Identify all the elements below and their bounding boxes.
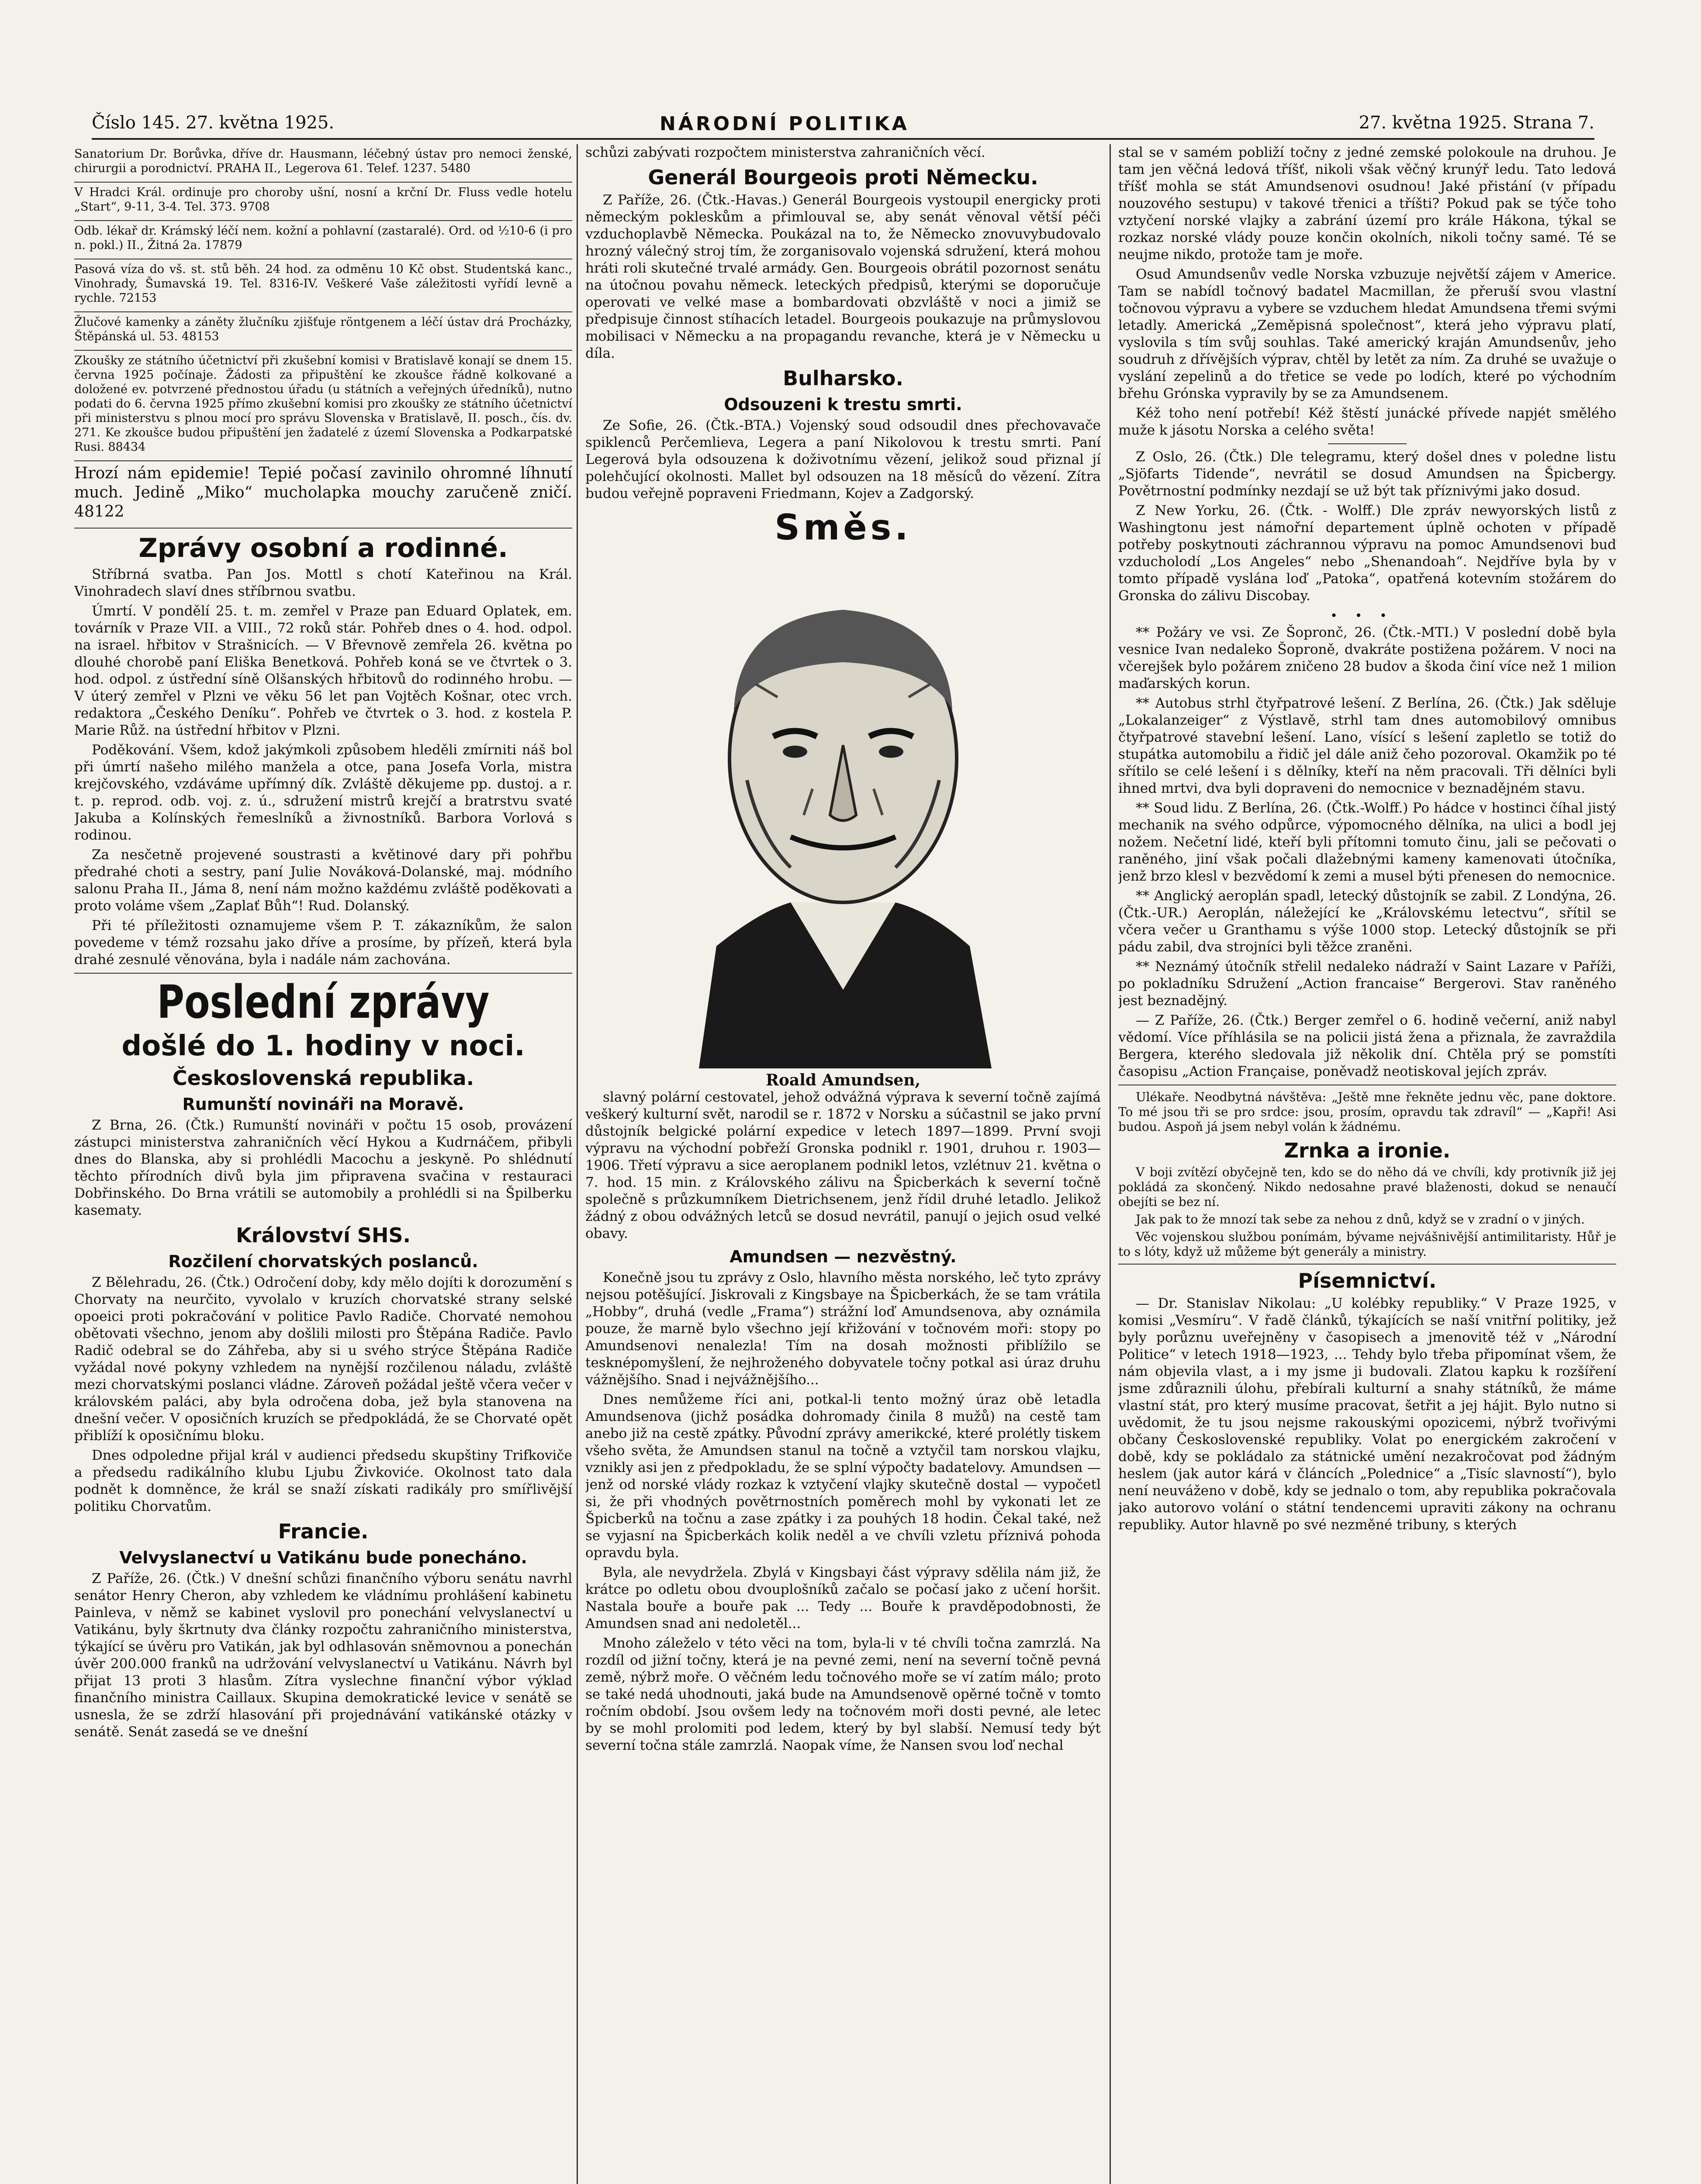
news-item: ** Anglický aeroplán spadl, letecký důstojník se zabil. Z Londýna, 26. (Čtk.-UR.) Aeroplán, náležející ke „Královskému letectvu“, sřítil se včera večer u Granthamu s výše 1000 stop. Letecký důstojník se při pádu zabil, dva strojníci byli těžce zraněni. <box>1118 888 1616 955</box>
article-paragraph: Úmrtí. V pondělí 25. t. m. zemřel v Praze pan Eduard Oplatek, em. továrník v Praze VII. a VIII., 72 roků stár. Pohřeb dnes o 4. hod. odpol. na israel. hřbitov v Strašnicích. — V Břevnově zemřela 26. května po dlouhé chorobě paní Eliška Benetková. Pohřeb koná se ve čtvrtek o 3. hod. odpol. z ústřední síně Olšanských hřbitovů do rodinného hrobu. — V úterý zemřel v Plzni ve věku 56 let pan Vojtěch Košnar, otec vrch. redaktora „Českého Deníku“. Pohřeb ve čtvrtek o 3. hod. z kostela P. Marie Růž. na ústřední hřbitov v Plzni. <box>74 603 572 738</box>
article-paragraph: Z Bělehradu, 26. (Čtk.) Odročení doby, kdy mělo dojíti k dorozumění s Chorvaty na neurčito, vyvolalo v kruzích chorvatské strany selské opoeici proti pokračování v politice Pavlo Radiče. Chorvaté nemohou obětovati všechno, jenom aby došlili milosti pro Štěpána Radiče. Pavlo Radič odebral se do Záhřeba, aby si u svého strýce Štěpána Radiče vyžádal nové pokyny vzhledem na nynější rozčilenou náladu, zvláště mezi chorvatskými poslanci vládne. Zároveň požádal ještě včera večer v královském paláci, aby byla odročena doba, jež byla stanovena na dnešní večer. V oposičních kruzích se předpokládá, že se Chorvaté opět přiblíží k oposičnímu bloku. <box>74 1275 572 1444</box>
joke-text: Ulékaře. Neodbytná návštěva: „Ještě mne řekněte jednu věc, pane doktore. To mé jsou tři se pro srdce: jsou, prosím, opravdu tak zdravíl“ — „Kapři! Asi budou. Aspoň já jsem nebyl volán k žádnému. <box>1118 1090 1616 1134</box>
article-paragraph: Kéž toho není potřebí! Kéž štěstí junácké přívede napjét smělého muže k jásotu Norska a celého světa! <box>1118 405 1616 438</box>
article-paragraph: slavný polární cestovatel, jehož odvážná výprava k severní točně zajímá veškerý kulturní svět, narodil se r. 1872 v Norsku a súčastnil se jako první důstojník belgické polární expedice v letech 1897—1899. První svoji výpravu na východní pobřeží Gronska podnikl r. 1901, druhou r. 1903—1906. Třetí výpravu a sice aeroplanem podnikl letos, vzlétnuv 21. května o 7. hod. 15 min. z Královského zálivu na Špicberkách k severní točně společně s průzkumníkem Dietrichsenem, jenž řídil druhé letadlo. Jelikož žádný z obou odvážných letců se dosud nevrátil, panují o jejich osud velké obavy. <box>585 1089 1101 1241</box>
divider <box>1328 443 1407 444</box>
section-title: Bulharsko. <box>783 366 903 390</box>
advert <box>74 351 572 461</box>
page-header <box>92 113 1594 139</box>
article-headline: Rozčilení chorvatských poslanců. <box>168 1252 478 1271</box>
separator-dots: ••• <box>1330 608 1404 623</box>
article-headline: Amundsen — nezvěstný. <box>729 1247 957 1266</box>
column-1 <box>74 144 572 2184</box>
article-headline: Generál Bourgeois proti Německu. <box>648 166 1038 189</box>
header-rule <box>92 138 1594 140</box>
section-title: Zprávy osobní a rodinné. <box>138 533 508 563</box>
advert <box>74 461 572 529</box>
section-title: Písemnictví. <box>1298 1269 1437 1292</box>
aphorism: V boji zvítězí obyčejně ten, kdo se do něho dá ve chvíli, kdy protivník již jej pokládá za skončený. Nikdo nedosahne pravé blaženosti, dokud se nenaučí obejíti se bez ní. <box>1118 1165 1616 1209</box>
advert-text: V Hradci Král. ordinuje pro choroby ušní, nosní a krční Dr. Fluss vedle hotelu „Start“, 9-11, 3-4. Tel. 373. 9708 <box>74 186 572 214</box>
article-paragraph: schůzi zabývati rozpočtem ministerstva zahraničních věcí. <box>585 145 985 160</box>
advert-text: Sanatorium Dr. Borůvka, dříve dr. Hausmann, léčebný ústav pro nemoci ženské, chirurgii a porodnictví. PRAHA II., Legerova 61. Telef. 1237. 5480 <box>74 147 572 175</box>
advert-text: Hrozí nám epidemie! Tepié počasí zavinilo ohromné líhnutí much. Jedině „Miko“ mucholapka mouchy zaručeně zničí. 48122 <box>74 464 572 521</box>
section-title: Zrnka a ironie. <box>1284 1139 1451 1162</box>
section-title: Směs. <box>774 507 912 548</box>
news-item: ** Soud lidu. Z Berlína, 26. (Čtk.-Wolff.) Po hádce v hostinci číhal jistý mechanik na svého odpůrce, výpomocného dělníka, na ulici a bodl jej nožem. Nečetní lidé, kteří byli přítomni tomuto činu, jali se pečovati o raněného, jiní však počali dlažebnými kameny kamenovati útočníka, jenž brzo klesl v bezvědomí k zemi a musel býti přenesen do nemocnice. <box>1118 800 1616 884</box>
news-item: ** Autobus strhl čtyřpatrové lešení. Z Berlína, 26. (Čtk.) Jak sděluje „Lokalanzeiger“ z Výstlavě, strhl tam dnes automobilový omnibus čtyřpatrové stavební lešení. Lano, vísící s lešení zapletlo se totiž do stupátka automobilu a řidič jel dále aniž čeho pozoroval. Okamžik po té sřítilo se celé lešení i s dělníky, kteří na něm pracovali. Tři dělníci byli ihned mrtvi, dva byli dopraveni do nemocnice v beznadějném stavu. <box>1118 695 1616 796</box>
article-paragraph: Mnoho záleželo v této věci na tom, byla-li v té chvíli točna zamrzlá. Na rozdíl od jižní točny, která je na pevné zemi, není na severní točně pevná země, nýbrž moře. O věčném ledu točnového moře se ví zatím málo; proto se také nedá uhodnouti, jaká bude na Amundsenově opěrné točně v tomto ročním období. Jsou ovšem ledy na točnovém moři dosti pevné, ale letec by se mohl prolomiti pod ledem, který by byl slabší. Nemusí tedy být severní točna stále zamrzlá. Naopak víme, že Nansen svou loď nechal <box>585 1635 1101 1753</box>
article-paragraph: Z Paříže, 26. (Čtk.) V dnešní schůzi finančního výboru senátu navrhl senátor Henry Cheron, aby vzhledem ke vládnímu prohlášení kabinetu Painleva, v němž se kabinet vyslovil pro ponechání velvyslanectví u Vatikánu, byly škrtnuty dva články rozpočtu zahraničního ministerstva, týkající se úvěru pro Vatikán, jak byl odhlasován sněmovnou a ponechán úvěr 200.000 franků na udržování velvyslanectví u Vatikánu. Návrh byl přijat 13 proti 3 hlasům. Zítra vyslechne finanční výbor výklad finančního ministra Caillaux. Skupina demokratické levice v senátě se usnesla, že se zdrží hlasování při projednávání vatikánské otázky v senátě. Senát zasedá se ve dnešní <box>74 1571 572 1740</box>
article-paragraph: Za nesčetně projevené soustrasti a květinové dary při pohřbu předrahé choti a sestry, paní Julie Nováková-Dolanské, maj. módního salonu Praha II., Jáma 8, není nám možno každému zvláště poděkovati a proto voláme všem „Zaplať Bůh“! Rud. Dolanský. <box>74 847 572 914</box>
advert <box>74 312 572 351</box>
advert-text: Odb. lékař dr. Krámský léčí nem. kožní a pohlavní (zastaralé). Ord. od ½10-6 (i pro n. pokl.) II., Žitná 2a. 17879 <box>74 224 572 252</box>
news-item: ** Neznámý útočník střelil nedaleko nádraží v Saint Lazare v Paříži, po pokladníku Sdružení „Action francaise“ Bergerovi. Stav raněného jest beznadějný. <box>1118 959 1616 1009</box>
section-title: Československá republika. <box>172 1066 474 1090</box>
aphorism: Věc vojenskou službou ponímám, bývame nejvášnivější antimilitaristy. Hůř je to s lóty, když už můžeme být generály a ministry. <box>1118 1230 1616 1259</box>
advert <box>74 259 572 312</box>
article-paragraph: Z Oslo, 26. (Čtk.) Dle telegramu, který došel dnes v poledne listu „Sjöfarts Tidende“, nevrátil se dosud Amundsen na Špicbergy. Povětrnostní podmínky nezdají se už být tak příznivými jako dosud. <box>1118 449 1616 499</box>
amundsen-portrait <box>647 553 1040 1068</box>
advert-text: Pasová víza do vš. st. stů běh. 24 hod. za odměnu 10 Kč obst. Studentská kanc., Vinohrady, Šumavská 19. Tel. 8316-IV. Veškeré Vaše záležitosti vyřídí levně a rychle. 72153 <box>74 263 572 305</box>
column-2 <box>585 144 1101 2184</box>
divider <box>1118 1264 1616 1265</box>
article-paragraph: Dnes nemůžeme říci ani, potkal-li tento možný úraz obě letadla Amundsenova (jichž posádka dohromady činila 8 mužů) na cestě tam anebo již na cestě zpátky. Původní zprávy amerikcké, které prolétly tiskem všeho světa, že Amundsen stanul na točně a vztyčil tam norskou vlajku, vznikly asi jen z předpokladu, že se splní výpočty badatelovy. Amundsen — jenž od norské vlády rozkaz k vztyčení vlajky skutečně dostal — vypočetl si, že při vhodných povětrnostních poměrech mohl by vykonati let ze Špicberků na točnu a zase zpátky i za pouhých 18 hodin. Čekal také, než se vyjasní na Špicberkách kolik neděl a ve chvíli vzletu příznivá pohoda opravdu byla. <box>585 1392 1101 1561</box>
advert-text: Žlučové kamenky a záněty žlučníku zjišťuje röntgenem a léčí ústav drá Procházky, Štěpánská ul. 53. 48153 <box>74 315 572 343</box>
article-paragraph: Poděkování. Všem, kdož jakýmkoli způsobem hleděli zmírniti náš bol při úmrtí našeho milého manžela a otce, pana Josefa Vorla, mistra krejčovského, vzdáváme upřímný dík. Zvláště děkujeme pp. dustoj. a r. t. p. reprod. odb. voj. z. ú., sdružení mistrů krejčí a bratrstvu svaté Jakuba a Kolínských řemeslníků a živnostníků. Barbora Vorlová s rodinou. <box>74 742 572 843</box>
article-paragraph: — Dr. Stanislav Nikolau: „U kolébky republiky.“ V Praze 1925, v komisi „Vesmíru“. V řadě článků, týkajících se naší vnitřní politiky, jež byly porůznu uveřejněny v časopisech a jmenovitě též v „Národní Politice“ v letech 1918—1923, ... Tehdy bylo třeba připomínat všem, že nám objevila vlast, a i my jsme ji budovali. Zlatou kapku k rozšíření jsme zdůraznili úlohu, přebírali kulturní a snahy státníků, že máme vlastní stát, pro který musíme pracovat, šetřit a jej hájit. Bylo nutno si uvědomit, že tu jsou nejsme rakouskými opozicemi, nýbrž tvořivými občany Československé republiky. Volat po energickém zakročení v době, kdy se pokládalo za státnické umění nezakročovat pod žádným heslem (jak autor kárá v článcích „Polednice“ a „Tisíc slavností“), bylo není neuváženo v době, kdy se jednalo o tom, aby republika pokračovala jako autorovo volání o státní tendencemi upraviti zákony na ochranu republiky. Autor hlavně po své nezměné tribuny, s kterých <box>1118 1296 1616 1533</box>
section-title: Království SHS. <box>235 1223 411 1247</box>
article-paragraph: Stříbrná svatba. Pan Jos. Mottl s chotí Kateřinou na Král. Vinohradech slaví dnes stříbrnou svatbu. <box>74 567 572 599</box>
article-paragraph: stal se v samém pobliží točny z jedné zemské polokoule na druhou. Je tam jen věčná ledová tříšť, nikoli však věčný krunýř ledu. Tato ledová tříšť mohla se stát Amundsenovi osudnou! Jaké přistání (v případu nouzového sestupu) v takové třenici a tříšti? Pokud pak se týče toho vztyčení norské vlajky a zabrání území pro krále Hákona, týkal se rozkaz norské vlády pouze končin okolních, nikoli točny samé. Té se neujme nikdo, protože tam je moře. <box>1118 145 1616 263</box>
portrait-caption: Roald Amundsen, <box>765 1071 921 1089</box>
column-divider <box>1110 144 1111 2184</box>
column-3 <box>1118 144 1616 2184</box>
article-paragraph: Osud Amundsenův vedle Norska vzbuzuje největší zájem v Americe. Tam se nabídl točnový badatel Macmillan, že přeruší svou vlastní točnovou výpravu a vybere se vzduchem hledat Amundsena třemi svými letadly. Americká „Zeměpisná společnost“, která jeho výpravu platí, vyslovila s tím svůj souhlas. Také americký kraján Amundsenův, jeho soudruh z dřívějších výprav, chtěl by letět za ním. Za druhé se uvažuje o vyslání zepelinů a do třetice se vede po lodích, které po východním břehu Grónska vypravily by se za Amundsenem. <box>1118 266 1616 401</box>
advert <box>74 183 572 221</box>
masthead: NÁRODNÍ POLITIKA <box>660 113 909 135</box>
article-paragraph: Při té příležitosti oznamujeme všem P. T. zákazníkům, že salon povedeme v témž rozsahu jako dříve a prosíme, by přízeň, která byla drahé zesnulé věnována, byla i nadále nám zachována. <box>74 918 572 968</box>
column-divider <box>577 144 578 2184</box>
article-paragraph: Z New Yorku, 26. (Čtk. - Wolff.) Dle zpráv newyorských listů z Washingtonu jest námořní departement úplně ochoten v případě potřeby poskytnouti záchrannou výpravu na pomoc Amundsenovi buď vzducholodí „Los Angeles“ nebo „Shenandoah“. Nejdříve byla by v tomto případě vyslána loď „Patoka“, opatřená kotevním stožárem do Gronska do zálivu Discobay. <box>1118 503 1616 604</box>
date-and-page: 27. května 1925. Strana 7. <box>1359 113 1594 133</box>
news-item: — Z Paříže, 26. (Čtk.) Berger zemřel o 6. hodině večerní, aniž nabyl vědomí. Více příhlásila se na policii jistá žena a přiznala, že zavraždila Bergera, kterého sledovala již několik dní. Chtěla prý se pomstíti časopisu „Action Française, poněvadž neotiskoval jejích zpráv. <box>1118 1013 1616 1079</box>
advert-text: Zkoušky ze státního účetnictví při zkušební komisi v Bratislavě konají se dnem 15. června 1925 počínaje. Žádosti za připuštění ke zkoušce řádně kolkované a doložené ev. potvrzené přednostou úřadu (u státních a veřejných úředníků), nutno podati do 6. června 1925 přímo zkušební komisi pro zkoušky ze státního účetnictví při ministerstvu s plnou mocí pro správu Slovenska v Bratislavě, II. posch., čís. dv. 271. Ke zkoušce budou připuštění jen žadatelé z území Slovenska a Podkarpatské Rusi. 88434 <box>74 354 572 454</box>
article-headline: Rumunští novináři na Moravě. <box>182 1095 464 1114</box>
article-paragraph: Z Paříže, 26. (Čtk.-Havas.) Generál Bourgeois vystoupil energicky proti německým pokleskům a přimlouval se, aby senát věnoval větší péči vzduchoplavbě Německa. Poukázal na to, že Německo znovuvybudovalo hrozný válečný stroj tím, že zorganisovalo vojenská sdružení, která mohou hráti roli skutečné trvalé armády. Gen. Bourgeois obrátil pozornost senátu na útočnou povahu německ. leteckých předpisů, kterými se doporučuje operovati ve velké mase a bombardovati obzvláště v noci a jimiž se předpisuje činnost stíhacích letadel. Bourgeois poukazuje na průmyslovou mobilisaci v Německu a na propagandu revanche, která je v Německu u díla. <box>585 192 1101 361</box>
article-paragraph: Z Brna, 26. (Čtk.) Rumunští novináři v počtu 15 osob, provázení zástupci ministerstva zahraničních věcí Hykou a Kudrnáčem, přibyli dnes do Blanska, aby si prohlédli Macochu a jeskyně. Po shlédnutí těchto přírodních divů byla jim připravena svačina v restauraci Dobřinského. Do Brna vrátili se automobily a prohlédli si na Špilberku kasematy. <box>74 1117 572 1218</box>
advert <box>74 144 572 183</box>
latest-news-title: Poslední zprávy <box>157 975 490 1029</box>
issue-number: Číslo 145. 27. května 1925. <box>92 113 335 133</box>
article-paragraph: Byla, ale nevydržela. Zbylá v Kingsbayi část výpravy sdělila nám již, že krátce po odletu obou dvouplošníků začalo se počasí jako z učení horšit. Nastala bouře a bouře pak ... Tedy ... Bouře k pravděpodobnosti, že Amundsen snad ani nedoletěl... <box>585 1565 1101 1631</box>
advert <box>74 221 572 259</box>
article-paragraph: Konečně jsou tu zprávy z Oslo, hlavního města norského, leč tyto zprávy nejsou potěšující. Jiskrovali z Kingsbaye na Špicberkách, že se tam vrátila „Hobby“, druhá (vedle „Frama“) strážní loď Amundsenova, aby oznámila pouze, že marně bylo všechno její křižování v točnovém moři: stopy po Amundsenovi nenalezla! Tím na dosah možnosti přiblížilo se tesknépomyšlení, že nejhroženého dobyvatele točny potkal asi úraz druhu vážnějšího. Snad i nejvážnějšího... <box>585 1270 1101 1388</box>
latest-news-subtitle: došlé do 1. hodiny v noci. <box>121 1030 525 1062</box>
aphorism: Jak pak to že mnozí tak sebe za nehou z dnů, když se v zradní o v jiných. <box>1136 1212 1585 1227</box>
article-headline: Velvyslanectví u Vatikánu bude ponecháno. <box>119 1548 527 1567</box>
article-paragraph: Dnes odpoledne přijal král v audienci předsedu skupštiny Trifkoviče a předsedu radikálního klubu Ljubu Živkoviće. Okolnost tato dala podnět k domněnce, že král se snaží získati radikály pro smířlivější politiku Chorvatům. <box>74 1448 572 1514</box>
divider <box>74 973 572 974</box>
news-item: ** Požáry ve vsi. Ze Šopronč, 26. (Čtk.-MTI.) V poslední době byla vesnice Ivan nedaleko Šoproně, dvakráte postižena požárem. V noci na včerejšek bylo požárem zničeno 28 budov a škoda činí více než 1 milion maďarských korun. <box>1118 625 1616 691</box>
section-title: Francie. <box>278 1520 369 1543</box>
article-headline: Odsouzeni k trestu smrti. <box>724 395 962 414</box>
article-paragraph: Ze Sofie, 26. (Čtk.-BTA.) Vojenský soud odsoudil dnes přechovavače spiklenců Perčemlieva, Legera a paní Nikolovou k trestu smrti. Paní Legerová byla odsouzena k doživotnímu vězení, jelikož soud přiznal jí polehčující okolnosti. Mallet byl odsouzen na 18 měsíců do vězení. Zítra budou veřejně popraveni Friedmann, Kojev a Zadgorský. <box>585 418 1101 501</box>
